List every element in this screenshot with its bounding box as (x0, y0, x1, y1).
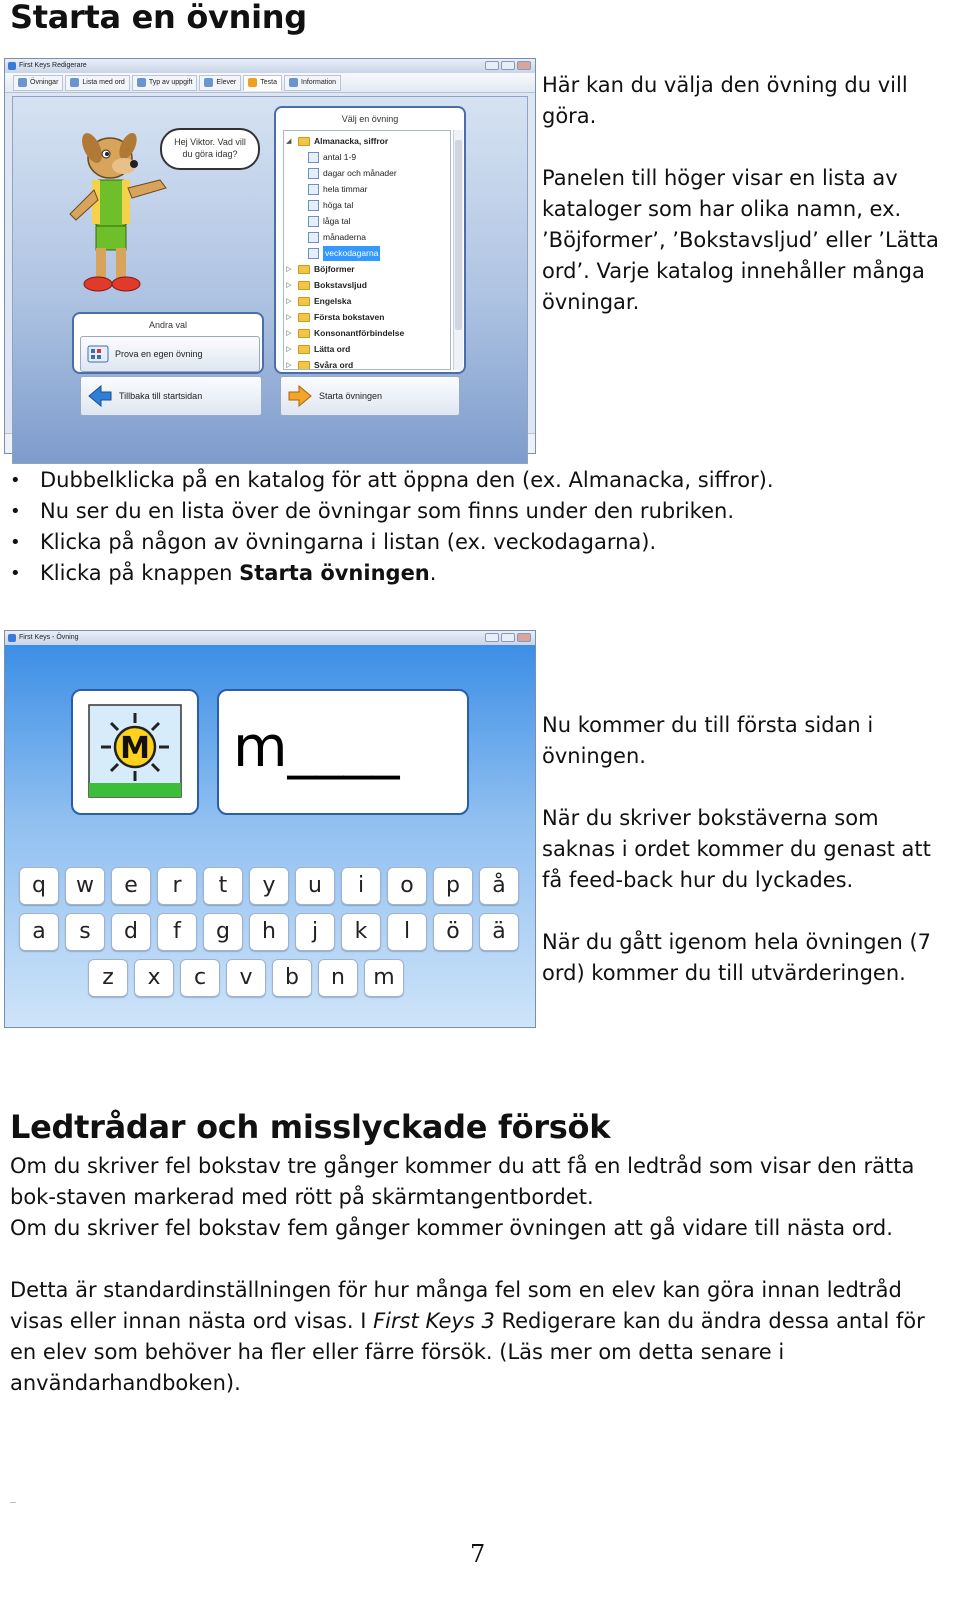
tillbaka-till-startsidan-button[interactable] (80, 376, 262, 416)
window-title: First Keys Redigerare (19, 62, 87, 69)
ovning-stage (5, 645, 535, 1028)
page-number: 7 (470, 1540, 486, 1568)
key-i[interactable]: i (341, 867, 381, 905)
key-s[interactable]: s (65, 913, 105, 951)
tab-testa[interactable]: Testa (243, 75, 282, 91)
sun-icon (73, 691, 197, 813)
key-k[interactable]: k (341, 913, 381, 951)
ovningar-icon (18, 78, 27, 87)
key-n[interactable]: n (318, 959, 358, 997)
window-titlebar (5, 631, 535, 645)
speech-bubble: Hej Viktor. Vad vill du göra idag? (160, 128, 260, 170)
key-a[interactable]: a (19, 913, 59, 951)
minimize-icon[interactable] (485, 633, 499, 642)
minimize-icon[interactable] (485, 61, 499, 70)
key-ä[interactable]: ä (479, 913, 519, 951)
arrow-right-icon (248, 78, 257, 87)
starta-ovningen-button[interactable] (280, 376, 460, 416)
picture-box (71, 689, 199, 815)
key-m[interactable]: m (364, 959, 404, 997)
section3-p2: Om du skriver fel bokstav fem gånger kommer övningen att gå vidare till nästa ord. (10, 1216, 893, 1240)
key-o[interactable]: o (387, 867, 427, 905)
key-j[interactable]: j (295, 913, 335, 951)
key-l[interactable]: l (387, 913, 427, 951)
tree-folder[interactable]: ▷ Svåra ord (286, 358, 353, 370)
tree-item[interactable]: låga tal (308, 214, 350, 229)
section1-text-2: Panelen till höger visar en lista av kataloger som har olika namn, ex. ’Böjformer’, ’Bokstavsljud’ eller ’Lätta ord’. Varje katalog innehåller många övningar. (542, 166, 939, 314)
page-mark (10, 1502, 16, 1503)
tree-folder[interactable]: ▷ Konsonantförbindelse (286, 326, 404, 341)
tree-item[interactable]: antal 1-9 (308, 150, 356, 165)
tab-bar (5, 73, 535, 93)
key-g[interactable]: g (203, 913, 243, 951)
window-controls (485, 61, 531, 70)
instruction-list (10, 465, 774, 589)
tree-scrollbar[interactable] (453, 130, 463, 370)
tree-folder[interactable]: ▷ Första bokstaven (286, 310, 384, 325)
key-b[interactable]: b (272, 959, 312, 997)
collapsed-arrow-icon: ▷ (286, 362, 292, 369)
screenshot-ovning (4, 630, 536, 1028)
key-c[interactable]: c (180, 959, 220, 997)
tab-ovningar[interactable]: Övningar (13, 75, 63, 91)
student-icon (204, 78, 213, 87)
section1-description (542, 70, 952, 318)
folder-open-icon (298, 137, 310, 146)
list-item: • Klicka på knappen Starta övningen. (10, 558, 774, 589)
tree-item[interactable]: hela timmar (308, 182, 367, 197)
close-icon[interactable] (517, 633, 531, 642)
scrollbar-thumb[interactable] (455, 140, 462, 330)
maximize-icon[interactable] (501, 61, 515, 70)
exercise-icon (308, 216, 319, 227)
heading-ledtradar: Ledtrådar och misslyckade försök (10, 1108, 611, 1146)
key-u[interactable]: u (295, 867, 335, 905)
dog-mascot-icon (62, 128, 172, 318)
exercise-icon (308, 168, 319, 179)
starta-ovningen-label: Starta övningen (319, 391, 383, 401)
collapsed-arrow-icon: ▷ (286, 266, 292, 273)
list-item: • Nu ser du en lista över de övningar som finns under den rubriken. (10, 496, 774, 527)
key-f[interactable]: f (157, 913, 197, 951)
key-h[interactable]: h (249, 913, 289, 951)
section2-description (542, 710, 952, 989)
word-box (217, 689, 469, 815)
list-item: • Dubbelklicka på en katalog för att öppna den (ex. Almanacka, siffror). (10, 465, 774, 496)
valj-ovning-panel (274, 106, 466, 374)
window-title: First Keys - Övning (19, 634, 79, 641)
section2-text-3: När du gått igenom hela övningen (7 ord) kommer du till utvärderingen. (542, 930, 932, 985)
key-v[interactable]: v (226, 959, 266, 997)
key-p[interactable]: p (433, 867, 473, 905)
gear-icon (137, 78, 146, 87)
close-icon[interactable] (517, 61, 531, 70)
tree-folder-almanacka[interactable]: ◢ Almanacka, siffror (286, 134, 388, 149)
target-word: m____ (233, 715, 400, 780)
folder-icon (298, 265, 310, 274)
folder-icon (298, 361, 310, 370)
collapsed-arrow-icon: ▷ (286, 330, 292, 337)
folder-icon (298, 329, 310, 338)
valj-ovning-title: Välj en övning (341, 114, 399, 124)
key-x[interactable]: x (134, 959, 174, 997)
section3-body (10, 1151, 945, 1399)
exercise-icon (308, 184, 319, 195)
key-ö[interactable]: ö (433, 913, 473, 951)
key-å[interactable]: å (479, 867, 519, 905)
heading-starta-ovning: Starta en övning (10, 0, 307, 36)
prova-egen-ovning-label: Prova en egen övning (115, 349, 203, 359)
folder-icon (298, 313, 310, 322)
exercise-icon (308, 232, 319, 243)
tree-folder[interactable]: ▷ Bokstavsljud (286, 278, 367, 293)
key-t[interactable]: t (203, 867, 243, 905)
collapsed-arrow-icon: ▷ (286, 346, 292, 353)
window-controls (485, 633, 531, 642)
section3-p1: Om du skriver fel bokstav tre gånger kommer du att få en ledtråd som visar den rätta bok-staven markerad med rött på skärmtangentbordet. (10, 1154, 915, 1209)
arrow-left-icon (87, 384, 113, 408)
tree-folder[interactable]: ▷ Lätta ord (286, 342, 350, 357)
collapsed-arrow-icon: ▷ (286, 282, 292, 289)
tree-item-selected[interactable]: veckodagarna (308, 246, 380, 261)
tree-item[interactable]: månaderna (308, 230, 366, 245)
maximize-icon[interactable] (501, 633, 515, 642)
tree-folder[interactable]: ▷ Engelska (286, 294, 351, 309)
tillbaka-label: Tillbaka till startsidan (119, 391, 203, 401)
keyboard-icon (87, 344, 109, 364)
exercise-icon (308, 248, 319, 259)
folder-icon (298, 297, 310, 306)
tree-item[interactable]: höga tal (308, 198, 353, 213)
app-icon (8, 634, 16, 642)
app-icon (8, 62, 16, 70)
andra-val-title: Andra val (148, 320, 188, 330)
key-y[interactable]: y (249, 867, 289, 905)
key-q[interactable]: q (19, 867, 59, 905)
exercise-tree[interactable] (283, 130, 451, 370)
key-d[interactable]: d (111, 913, 151, 951)
exercise-icon (308, 200, 319, 211)
bold-button-name: Starta övningen (239, 561, 430, 585)
window-titlebar (5, 59, 535, 73)
expanded-arrow-icon: ◢ (286, 138, 292, 145)
section3-p3: Detta är standardinställningen för hur många fel som en elev kan göra innan ledtråd visas eller innan nästa ord visas. I First Keys 3 Redigerare kan du ändra dessa antal för en elev som behöver ha fler eller färre försök. (Läs mer om detta senare i användarhandboken). (10, 1278, 925, 1395)
tab-elever[interactable]: Elever (199, 75, 241, 91)
list-icon (70, 78, 79, 87)
tree-item[interactable]: dagar och månader (308, 166, 397, 181)
tab-information[interactable]: Information (284, 75, 341, 91)
exercise-icon (308, 152, 319, 163)
section2-text-2: När du skriver bokstäverna som saknas i ordet kommer du genast att få feed-back hur du lyckades. (542, 806, 931, 892)
arrow-right-icon (287, 384, 313, 408)
folder-icon (298, 281, 310, 290)
product-name: First Keys 3 (373, 1309, 495, 1333)
key-w[interactable]: w (65, 867, 105, 905)
info-icon (289, 78, 298, 87)
sun-letter: M (120, 731, 150, 766)
tab-lista-med-ord[interactable]: Lista med ord (65, 75, 129, 91)
tree-folder[interactable]: ▷ Böjformer (286, 262, 355, 277)
list-item: • Klicka på någon av övningarna i listan (ex. veckodagarna). (10, 527, 774, 558)
key-z[interactable]: z (88, 959, 128, 997)
collapsed-arrow-icon: ▷ (286, 298, 292, 305)
section2-text-1: Nu kommer du till första sidan i övningen. (542, 713, 874, 768)
prova-egen-ovning-button[interactable] (80, 336, 260, 372)
key-r[interactable]: r (157, 867, 197, 905)
key-e[interactable]: e (111, 867, 151, 905)
collapsed-arrow-icon: ▷ (286, 314, 292, 321)
section1-text-1: Här kan du välja den övning du vill göra. (542, 73, 908, 128)
tab-typ-av-uppgift[interactable]: Typ av uppgift (132, 75, 198, 91)
folder-icon (298, 345, 310, 354)
